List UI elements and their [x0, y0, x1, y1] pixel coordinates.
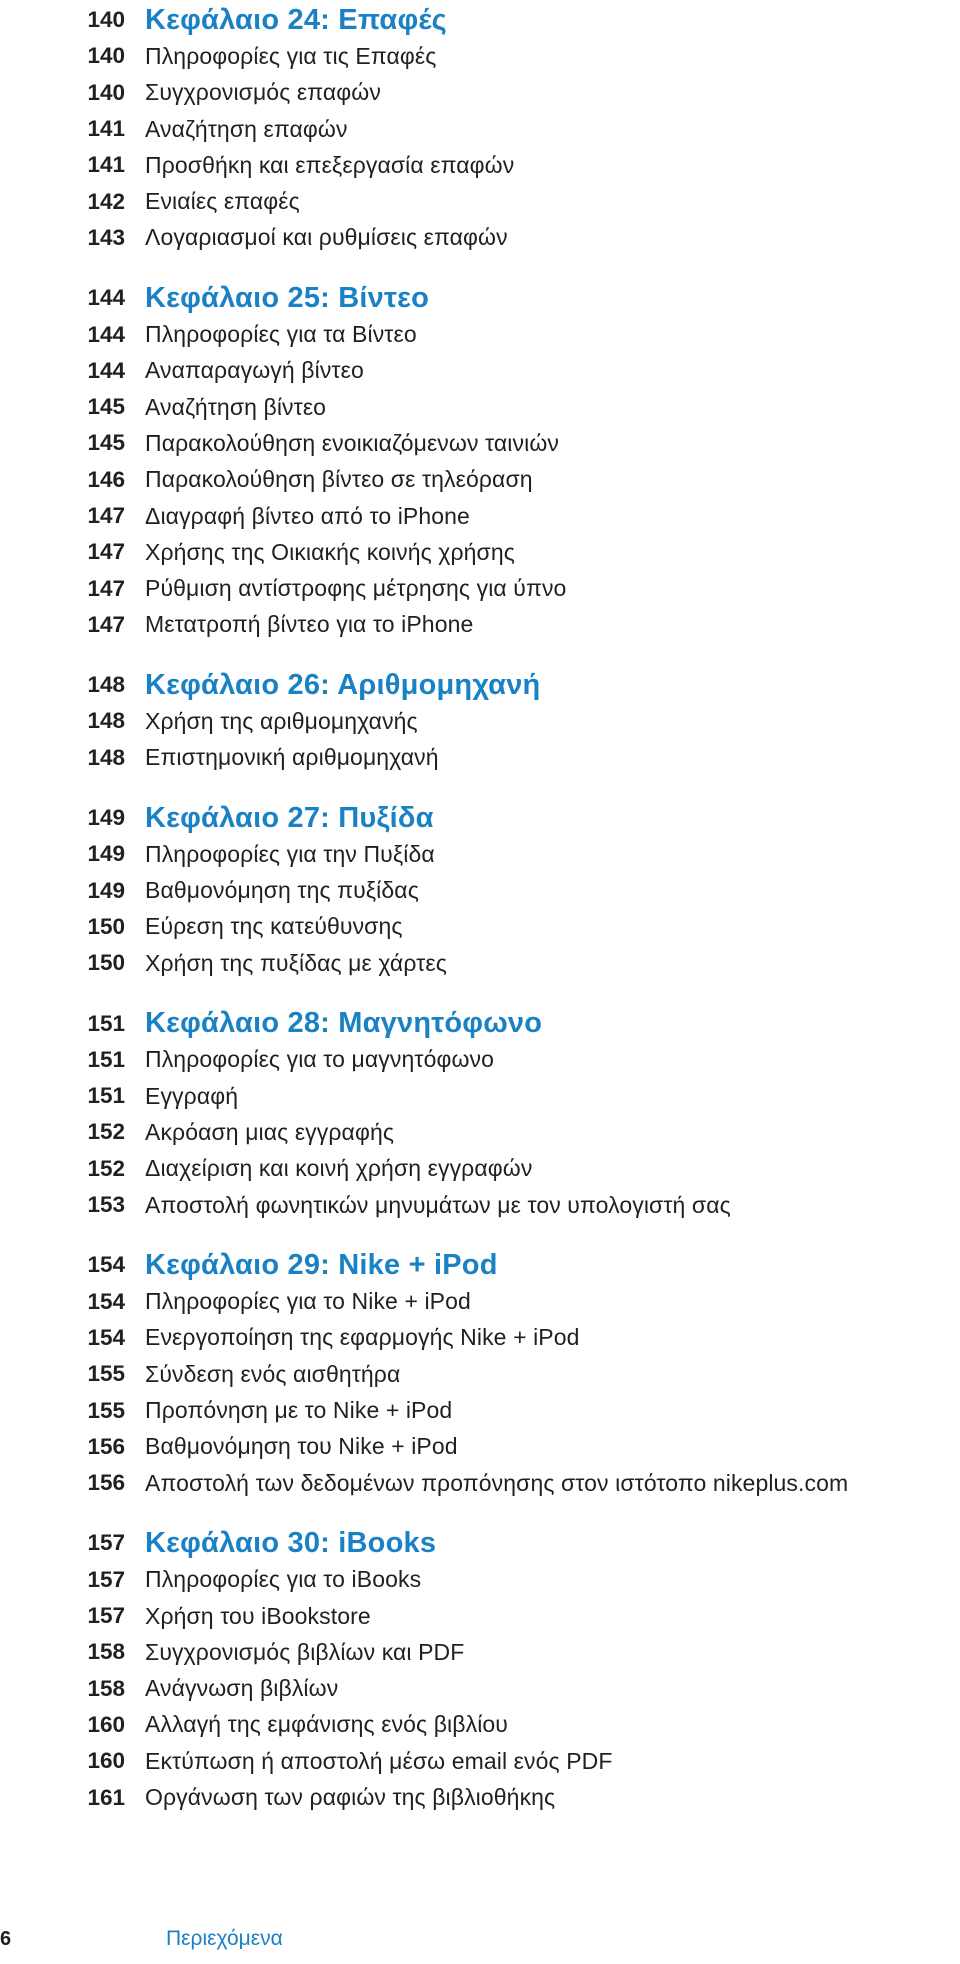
entry-title: Προσθήκη και επεξεργασία επαφών — [145, 151, 515, 178]
chapter-page-number: 154 — [87, 1252, 125, 1278]
entry-title: Εκτύπωση ή αποστολή μέσω email ενός PDF — [145, 1747, 613, 1774]
toc-entry[interactable] — [0, 1634, 960, 1670]
chapter-heading[interactable] — [0, 2, 960, 38]
entry-title: Ακρόαση μιας εγγραφής — [145, 1118, 395, 1145]
entry-page-number: 140 — [87, 43, 125, 69]
entry-title: Αναπαραγωγή βίντεο — [145, 357, 364, 384]
entry-title: Αποστολή των δεδομένων προπόνησης στον ιστότοπο nikeplus.com — [145, 1469, 849, 1496]
entry-page-number: 140 — [87, 79, 125, 105]
entry-title: Συγχρονισμός βιβλίων και PDF — [145, 1638, 465, 1665]
footer-page-number: 6 — [0, 1927, 12, 1950]
entry-title: Αποστολή φωνητικών μηνυμάτων με τον υπολογιστή σας — [145, 1191, 731, 1218]
entry-page-number: 150 — [87, 950, 125, 976]
chapter-page-number: 151 — [87, 1010, 125, 1036]
entry-page-number: 146 — [87, 466, 125, 492]
entry-page-number: 145 — [87, 394, 125, 420]
entry-title: Διαγραφή βίντεο από το iPhone — [145, 502, 470, 529]
toc-entry[interactable] — [0, 1114, 960, 1150]
toc-entry[interactable] — [0, 1743, 960, 1779]
toc-chapter — [0, 1525, 960, 1815]
toc-chapter — [0, 0, 960, 256]
toc-entry[interactable] — [0, 1429, 960, 1465]
entry-title: Πληροφορίες για το Nike + iPod — [145, 1288, 471, 1315]
entry-title: Πληροφορίες για τις Επαφές — [145, 42, 437, 69]
toc-entry[interactable] — [0, 570, 960, 606]
entry-title: Βαθμονόμηση του Nike + iPod — [145, 1433, 458, 1460]
chapter-heading[interactable] — [0, 1005, 960, 1041]
entry-page-number: 148 — [87, 744, 125, 770]
chapter-page-number: 140 — [87, 7, 125, 33]
toc-entry[interactable] — [0, 607, 960, 643]
entry-page-number: 143 — [87, 224, 125, 250]
entry-page-number: 151 — [87, 1083, 125, 1109]
chapter-page-number: 157 — [87, 1530, 125, 1556]
entry-title: Πληροφορίες για την Πυξίδα — [145, 840, 435, 867]
entry-title: Αναζήτηση επαφών — [145, 115, 348, 142]
entry-page-number: 157 — [87, 1603, 125, 1629]
entry-page-number: 154 — [87, 1288, 125, 1314]
toc-entry[interactable] — [0, 703, 960, 739]
toc-entry[interactable] — [0, 1670, 960, 1706]
toc-entry[interactable] — [0, 498, 960, 534]
entry-page-number: 155 — [87, 1361, 125, 1387]
entry-title: Πληροφορίες για τα Βίντεο — [145, 321, 417, 348]
entry-title: Παρακολούθηση ενοικιαζόμενων ταινιών — [145, 429, 559, 456]
entry-title: Χρήση της πυξίδας με χάρτες — [145, 949, 447, 976]
entry-title: Πληροφορίες για το iBooks — [145, 1566, 422, 1593]
entry-title: Βαθμονόμηση της πυξίδας — [145, 877, 419, 904]
entry-title: Λογαριασμοί και ρυθμίσεις επαφών — [145, 224, 508, 251]
entry-title: Χρήσης της Οικιακής κοινής χρήσης — [145, 538, 515, 565]
chapter-title: Κεφάλαιο 30: iBooks — [145, 1526, 437, 1559]
toc-entry[interactable] — [0, 316, 960, 352]
entry-page-number: 141 — [87, 152, 125, 178]
entry-page-number: 147 — [87, 611, 125, 637]
toc-entry[interactable] — [0, 1284, 960, 1320]
entry-title: Διαχείριση και κοινή χρήση εγγραφών — [145, 1155, 533, 1182]
toc-entry[interactable] — [0, 1707, 960, 1743]
entry-page-number: 150 — [87, 913, 125, 939]
entry-page-number: 147 — [87, 575, 125, 601]
entry-page-number: 155 — [87, 1397, 125, 1423]
entry-page-number: 156 — [87, 1433, 125, 1459]
toc-entry[interactable] — [0, 836, 960, 872]
entry-page-number: 156 — [87, 1470, 125, 1496]
chapter-page-number: 149 — [87, 805, 125, 831]
toc-entry[interactable] — [0, 389, 960, 425]
entry-page-number: 145 — [87, 430, 125, 456]
toc-entry[interactable] — [0, 1356, 960, 1392]
entry-title: Χρήση της αριθμομηχανής — [145, 707, 418, 734]
toc-entry[interactable] — [0, 1465, 960, 1501]
entry-page-number: 154 — [87, 1324, 125, 1350]
toc-entry[interactable] — [0, 1320, 960, 1356]
toc-entry[interactable] — [0, 220, 960, 256]
toc-entry[interactable] — [0, 1562, 960, 1598]
entry-title: Ρύθμιση αντίστροφης μέτρησης για ύπνο — [145, 575, 567, 602]
chapter-title: Κεφάλαιο 28: Μαγνητόφωνο — [145, 1007, 543, 1040]
entry-page-number: 142 — [87, 188, 125, 214]
entry-page-number: 148 — [87, 708, 125, 734]
entry-title: Παρακολούθηση βίντεο σε τηλεόραση — [145, 466, 533, 493]
entry-title: Ενιαίες επαφές — [145, 188, 300, 215]
toc-chapter — [0, 667, 960, 776]
entry-page-number: 144 — [87, 357, 125, 383]
entry-page-number: 141 — [87, 116, 125, 142]
toc-entry[interactable] — [0, 534, 960, 570]
toc-entry[interactable] — [0, 945, 960, 981]
entry-title: Επιστημονική αριθμομηχανή — [145, 744, 439, 771]
entry-title: Αλλαγή της εμφάνισης ενός βιβλίου — [145, 1711, 508, 1738]
chapter-title: Κεφάλαιο 29: Nike + iPod — [145, 1248, 498, 1281]
entry-title: Μετατροπή βίντεο για το iPhone — [145, 611, 474, 638]
toc-entry[interactable] — [0, 1151, 960, 1187]
entry-page-number: 151 — [87, 1046, 125, 1072]
entry-title: Χρήση του iBookstore — [145, 1602, 371, 1629]
toc-entry[interactable] — [0, 111, 960, 147]
toc-entry[interactable] — [0, 147, 960, 183]
entry-page-number: 152 — [87, 1155, 125, 1181]
entry-page-number: 147 — [87, 503, 125, 528]
entry-title: Ενεργοποίηση της εφαρμογής Nike + iPod — [145, 1324, 580, 1351]
entry-page-number: 152 — [87, 1119, 125, 1145]
toc-entry[interactable] — [0, 353, 960, 389]
entry-title: Ανάγνωση βιβλίων — [145, 1675, 339, 1702]
chapter-heading[interactable] — [0, 280, 960, 316]
toc-entry[interactable] — [0, 1598, 960, 1634]
chapter-heading[interactable] — [0, 1247, 960, 1283]
entry-title: Συγχρονισμός επαφών — [145, 79, 381, 106]
toc-chapter — [0, 1005, 960, 1223]
chapter-page-number: 148 — [87, 672, 125, 698]
entry-page-number: 160 — [87, 1748, 125, 1774]
toc-entry[interactable] — [0, 1078, 960, 1114]
chapter-page-number: 144 — [87, 285, 125, 311]
toc-entry[interactable] — [0, 909, 960, 945]
toc-entry[interactable] — [0, 1779, 960, 1815]
entry-page-number: 153 — [87, 1192, 125, 1218]
entry-title: Εύρεση της κατεύθυνσης — [145, 913, 403, 940]
toc-entry[interactable] — [0, 75, 960, 111]
page-footer — [0, 1921, 960, 1957]
entry-title: Πληροφορίες για το μαγνητόφωνο — [145, 1046, 495, 1073]
chapter-title: Κεφάλαιο 25: Βίντεο — [145, 281, 430, 314]
entry-page-number: 149 — [87, 841, 125, 867]
entry-title: Σύνδεση ενός αισθητήρα — [145, 1360, 401, 1387]
entry-title: Αναζήτηση βίντεο — [145, 393, 327, 420]
entry-page-number: 161 — [87, 1784, 125, 1810]
entry-page-number: 158 — [87, 1675, 125, 1701]
chapter-heading[interactable] — [0, 1525, 960, 1561]
toc-entry[interactable] — [0, 740, 960, 776]
toc-entry[interactable] — [0, 425, 960, 461]
toc-chapter — [0, 1247, 960, 1501]
toc-chapter — [0, 280, 960, 643]
toc-chapter — [0, 800, 960, 981]
entry-title: Εγγραφή — [145, 1082, 239, 1109]
entry-page-number: 147 — [87, 539, 125, 565]
entry-page-number: 160 — [87, 1711, 125, 1737]
toc-entry[interactable] — [0, 873, 960, 909]
entry-page-number: 144 — [87, 321, 125, 347]
chapter-title: Κεφάλαιο 24: Επαφές — [145, 3, 447, 36]
chapter-heading[interactable] — [0, 667, 960, 703]
entry-page-number: 157 — [87, 1566, 125, 1592]
toc-entry[interactable] — [0, 38, 960, 74]
entry-title: Οργάνωση των ραφιών της βιβλιοθήκης — [145, 1784, 556, 1810]
toc-entry[interactable] — [0, 1392, 960, 1428]
footer-section-name: Περιεχόμενα — [166, 1927, 283, 1950]
toc-entry[interactable] — [0, 1042, 960, 1078]
chapter-title: Κεφάλαιο 27: Πυξίδα — [145, 801, 434, 834]
chapter-title: Κεφάλαιο 26: Αριθμομηχανή — [145, 668, 541, 701]
toc-entry[interactable] — [0, 462, 960, 498]
entry-page-number: 149 — [87, 877, 125, 903]
entry-page-number: 158 — [87, 1639, 125, 1665]
entry-title: Προπόνηση με το Nike + iPod — [145, 1397, 453, 1424]
chapter-heading[interactable] — [0, 800, 960, 836]
toc-entry[interactable] — [0, 1187, 960, 1223]
toc-entry[interactable] — [0, 183, 960, 219]
